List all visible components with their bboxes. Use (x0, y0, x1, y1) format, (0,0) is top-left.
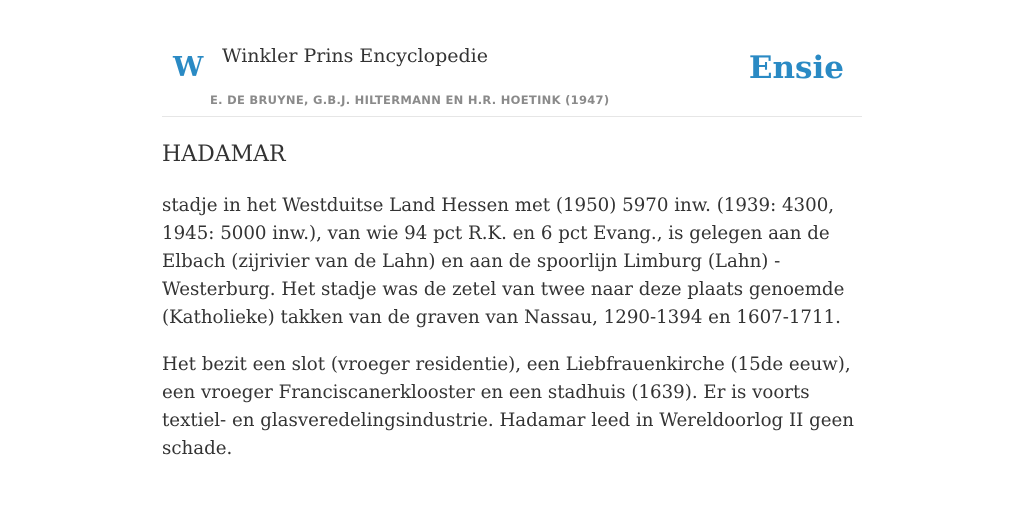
article (162, 140, 862, 463)
ensie-logo[interactable]: Ensie (748, 50, 844, 86)
authors-line: E. DE BRUYNE, G.B.J. HILTERMANN EN H.R. HOETINK (1947) (210, 93, 610, 107)
article-title: HADAMAR (162, 142, 286, 167)
publication-title[interactable]: Winkler Prins Encyclopedie (222, 45, 488, 67)
article-paragraph: Het bezit een slot (vroeger residentie), een Liebfrauenkirche (15de eeuw), een vroeger Franciscanerklooster en een stadhuis (1639). Er is voorts textiel- en glasveredelingsindustrie. Hadamar leed in Wereldoorlog II geen schade. (162, 354, 854, 459)
article-paragraph: stadje in het Westduitse Land Hessen met (1950) 5970 inw. (1939: 4300, 1945: 5000 inw.), van wie 94 pct R.K. en 6 pct Evang., is gelegen aan de Elbach (zijrivier van de Lahn) en aan de spoorlijn Limburg (Lahn) - Westerburg. Het stadje was de zetel van twee naar deze plaats genoemde (Katholieke) takken van de graven van Nassau, 1290-1394 en 1607-1711. (162, 195, 845, 328)
winkler-prins-logo[interactable]: W (173, 52, 204, 83)
header (162, 36, 862, 117)
